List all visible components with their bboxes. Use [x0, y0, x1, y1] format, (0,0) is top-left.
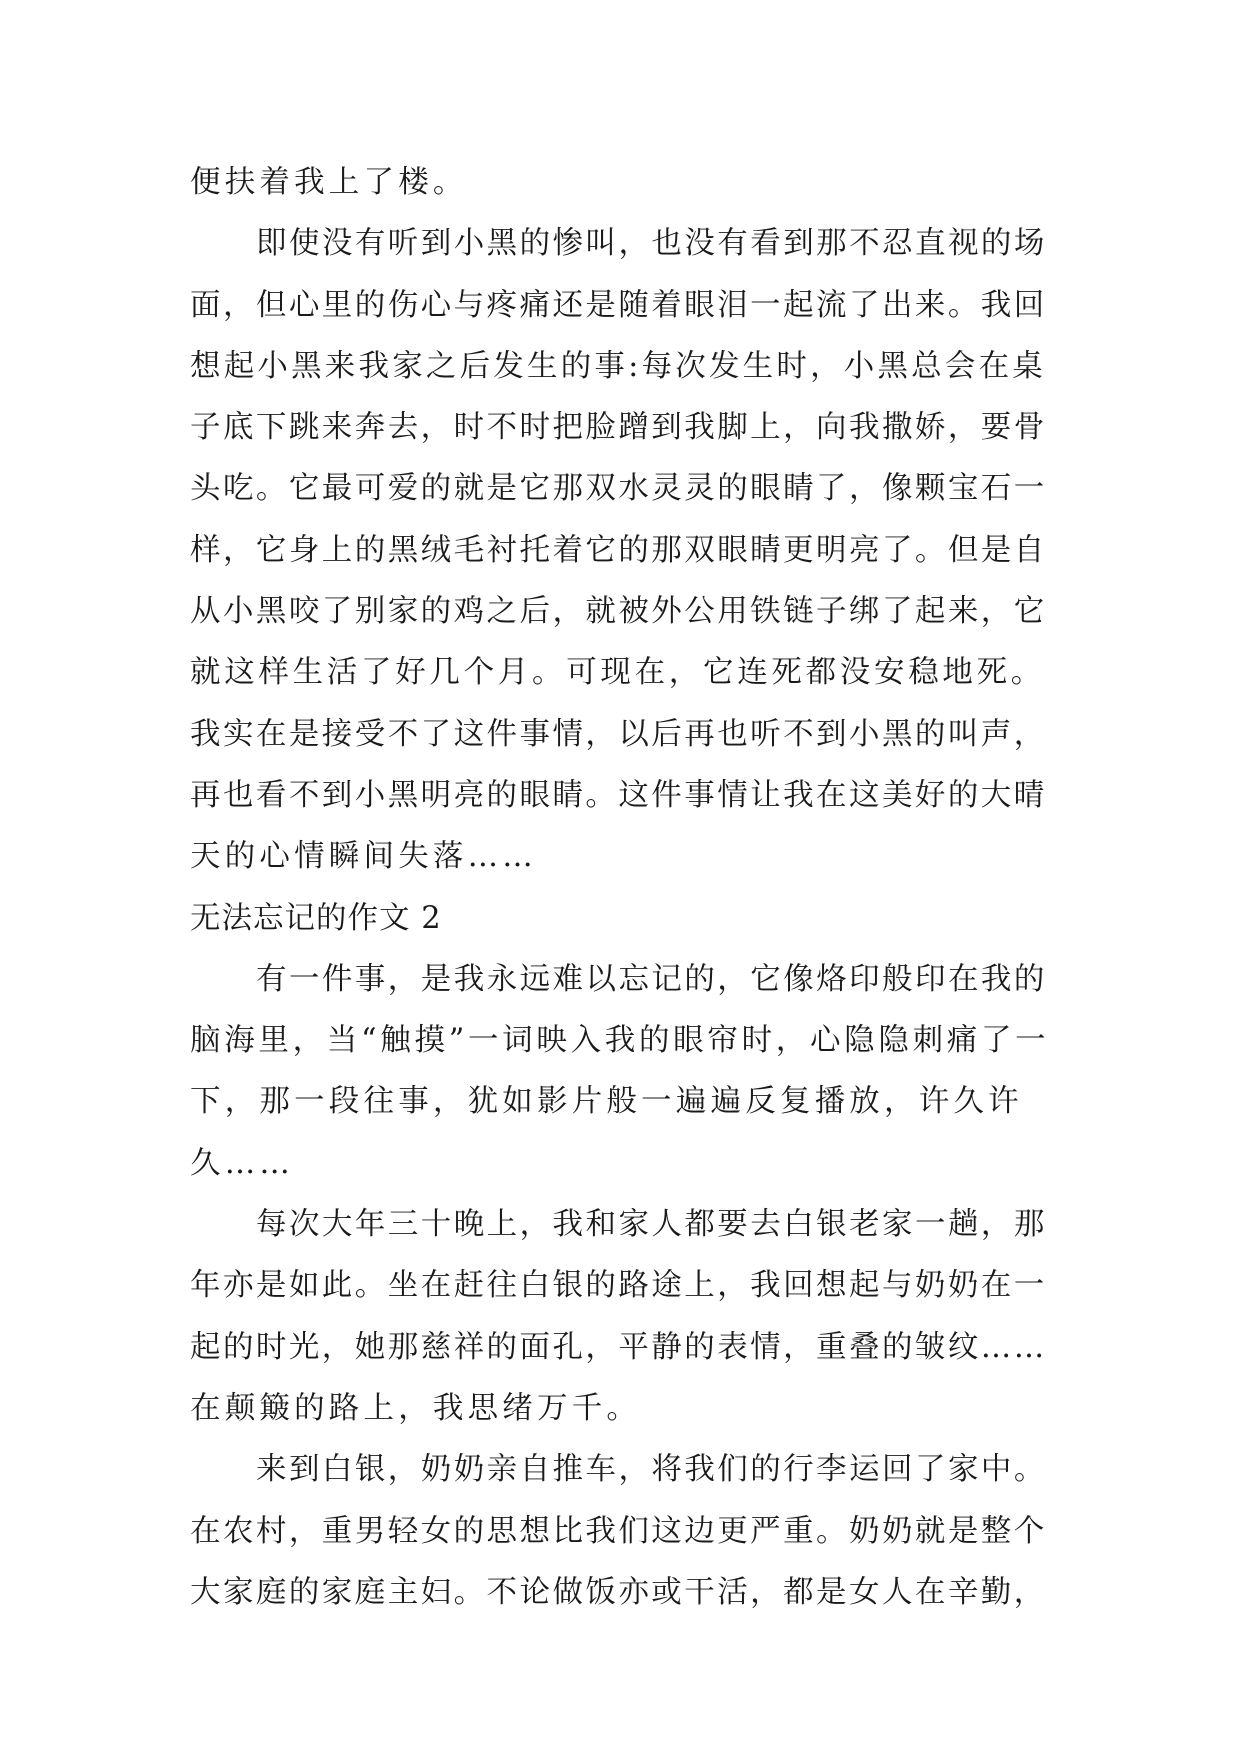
- text-line: 子底下跳来奔去，时不时把脸蹭到我脚上，向我撒娇，要骨: [190, 410, 1047, 446]
- text-line: 大家庭的家庭主妇。不论做饭亦或干活，都是女人在辛勤，: [190, 1574, 1047, 1610]
- paragraph-first-line: 来到白银，奶奶亲自推车，将我们的行李运回了家中。: [256, 1452, 1047, 1488]
- section-heading: 无法忘记的作文 2: [190, 900, 442, 936]
- document-body: [190, 152, 1050, 1623]
- text-line: 脑海里，当“触摸”一词映入我的眼帘时，心隐隐刺痛了一: [190, 1023, 1050, 1059]
- text-line: 我实在是接受不了这件事情，以后再也听不到小黑的叫声，: [190, 716, 1047, 752]
- text-line: 想起小黑来我家之后发生的事:每次发生时，小黑总会在桌: [190, 348, 1046, 384]
- text-line: 样，它身上的黑绒毛衬托着它的那双眼睛更明亮了。但是自: [190, 532, 1047, 568]
- text-line: 就这样生活了好几个月。可现在，它连死都没安稳地死。: [190, 655, 1045, 691]
- text-line: 便扶着我上了楼。: [190, 165, 468, 200]
- text-line: 头吃。它最可爱的就是它那双水灵灵的眼睛了，像颗宝石一: [190, 471, 1047, 507]
- text-line: 年亦是如此。坐在赶往白银的路途上，我回想起与奶奶在一: [190, 1268, 1047, 1304]
- text-line: 再也看不到小黑明亮的眼睛。这件事情让我在这美好的大晴: [190, 777, 1047, 813]
- text-line: 天的心情瞬间失落……: [190, 839, 537, 875]
- text-line: 面，但心里的伤心与疼痛还是随着眼泪一起流了出来。我回: [190, 287, 1047, 323]
- text-line: 从小黑咬了别家的鸡之后，就被外公用铁链子绑了起来，它: [190, 594, 1047, 630]
- text-line: 在颠簸的路上，我思绪万千。: [190, 1390, 642, 1426]
- text-line: 起的时光，她那慈祥的面孔，平静的表情，重叠的皱纹……: [190, 1329, 1047, 1365]
- paragraph-first-line: 每次大年三十晚上，我和家人都要去白银老家一趟，那: [256, 1207, 1047, 1243]
- text-line: 久……: [190, 1145, 295, 1181]
- paragraph-first-line: 有一件事，是我永远难以忘记的，它像烙印般印在我的: [256, 961, 1047, 997]
- text-line: 在农村，重男轻女的思想比我们这边更严重。奶奶就是整个: [190, 1513, 1047, 1549]
- paragraph-first-line: 即使没有听到小黑的惨叫，也没有看到那不忍直视的场: [256, 226, 1047, 262]
- text-line: 下，那一段往事，犹如影片般一遍遍反复播放，许久许: [190, 1084, 1023, 1120]
